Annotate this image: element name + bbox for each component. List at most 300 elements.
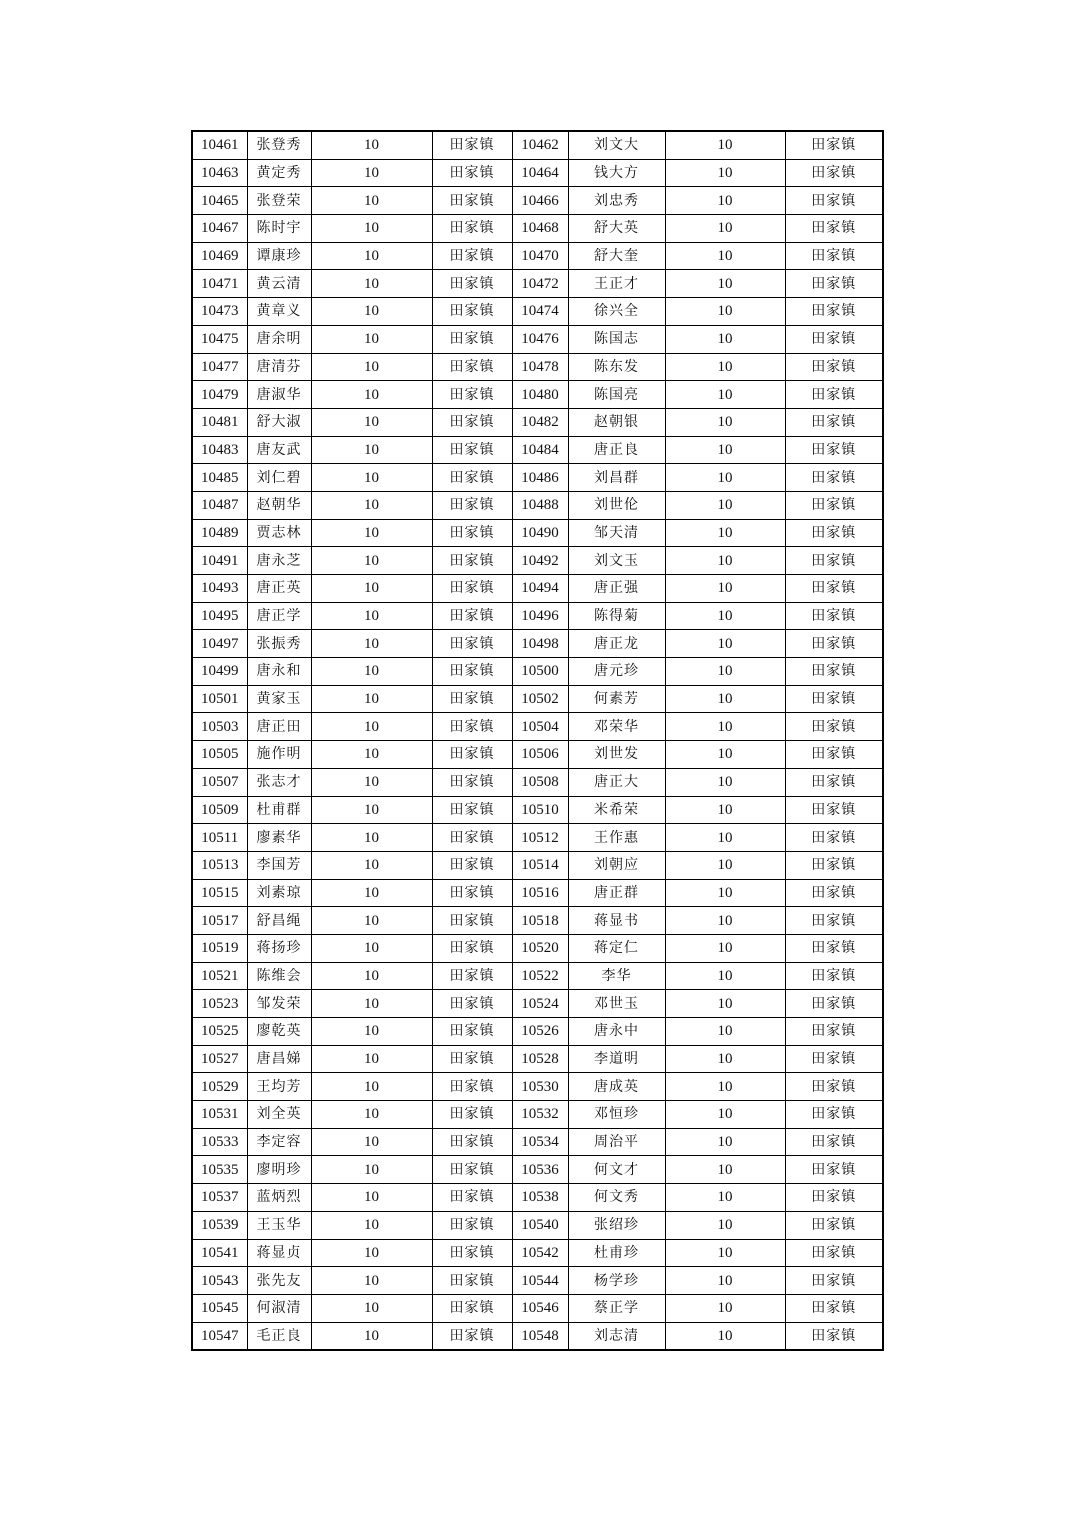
record-id-cell: 10528 <box>512 1045 568 1073</box>
value-cell: 10 <box>311 1156 432 1184</box>
town-cell: 田家镇 <box>432 602 512 630</box>
value-cell: 10 <box>311 1101 432 1129</box>
record-id-cell: 10487 <box>192 491 247 519</box>
value-cell: 10 <box>311 381 432 409</box>
town-cell: 田家镇 <box>432 713 512 741</box>
value-cell: 10 <box>665 658 785 686</box>
person-name-cell: 蒋扬珍 <box>247 934 311 962</box>
record-id-cell: 10485 <box>192 464 247 492</box>
record-id-cell: 10536 <box>512 1156 568 1184</box>
town-cell: 田家镇 <box>785 491 883 519</box>
value-cell: 10 <box>665 741 785 769</box>
record-id-cell: 10524 <box>512 990 568 1018</box>
record-id-cell: 10542 <box>512 1239 568 1267</box>
town-cell: 田家镇 <box>432 381 512 409</box>
person-name-cell: 唐余明 <box>247 325 311 353</box>
person-name-cell: 唐永中 <box>568 1018 665 1046</box>
record-id-cell: 10465 <box>192 187 247 215</box>
record-id-cell: 10464 <box>512 159 568 187</box>
roster-body <box>192 131 883 1350</box>
town-cell: 田家镇 <box>785 1267 883 1295</box>
person-name-cell: 邓世玉 <box>568 990 665 1018</box>
town-cell: 田家镇 <box>785 1073 883 1101</box>
record-id-cell: 10527 <box>192 1045 247 1073</box>
value-cell: 10 <box>665 270 785 298</box>
person-name-cell: 王均芳 <box>247 1073 311 1101</box>
record-id-cell: 10467 <box>192 215 247 243</box>
value-cell: 10 <box>311 131 432 159</box>
town-cell: 田家镇 <box>432 658 512 686</box>
town-cell: 田家镇 <box>785 325 883 353</box>
town-cell: 田家镇 <box>785 796 883 824</box>
table-row <box>192 1045 883 1073</box>
table-row <box>192 741 883 769</box>
value-cell: 10 <box>311 851 432 879</box>
town-cell: 田家镇 <box>785 1101 883 1129</box>
value-cell: 10 <box>665 547 785 575</box>
record-id-cell: 10466 <box>512 187 568 215</box>
table-row <box>192 1184 883 1212</box>
person-name-cell: 李华 <box>568 962 665 990</box>
record-id-cell: 10501 <box>192 685 247 713</box>
person-name-cell: 黄云清 <box>247 270 311 298</box>
value-cell: 10 <box>311 353 432 381</box>
person-name-cell: 刘世伦 <box>568 491 665 519</box>
person-name-cell: 黄章义 <box>247 298 311 326</box>
record-id-cell: 10491 <box>192 547 247 575</box>
value-cell: 10 <box>311 824 432 852</box>
person-name-cell: 邓恒珍 <box>568 1101 665 1129</box>
town-cell: 田家镇 <box>432 353 512 381</box>
person-name-cell: 张振秀 <box>247 630 311 658</box>
town-cell: 田家镇 <box>432 1018 512 1046</box>
person-name-cell: 陈国亮 <box>568 381 665 409</box>
record-id-cell: 10506 <box>512 741 568 769</box>
value-cell: 10 <box>665 824 785 852</box>
record-id-cell: 10503 <box>192 713 247 741</box>
person-name-cell: 张志才 <box>247 768 311 796</box>
town-cell: 田家镇 <box>785 408 883 436</box>
table-row <box>192 270 883 298</box>
person-name-cell: 蒋显贞 <box>247 1239 311 1267</box>
town-cell: 田家镇 <box>785 131 883 159</box>
town-cell: 田家镇 <box>785 1018 883 1046</box>
person-name-cell: 唐正大 <box>568 768 665 796</box>
person-name-cell: 刘文玉 <box>568 547 665 575</box>
record-id-cell: 10546 <box>512 1294 568 1322</box>
town-cell: 田家镇 <box>432 1267 512 1295</box>
record-id-cell: 10497 <box>192 630 247 658</box>
value-cell: 10 <box>665 1073 785 1101</box>
value-cell: 10 <box>311 962 432 990</box>
value-cell: 10 <box>665 1128 785 1156</box>
person-name-cell: 刘文大 <box>568 131 665 159</box>
person-name-cell: 刘全英 <box>247 1101 311 1129</box>
record-id-cell: 10518 <box>512 907 568 935</box>
town-cell: 田家镇 <box>432 131 512 159</box>
record-id-cell: 10496 <box>512 602 568 630</box>
person-name-cell: 陈得菊 <box>568 602 665 630</box>
town-cell: 田家镇 <box>785 907 883 935</box>
record-id-cell: 10526 <box>512 1018 568 1046</box>
town-cell: 田家镇 <box>785 851 883 879</box>
person-name-cell: 舒昌绳 <box>247 907 311 935</box>
town-cell: 田家镇 <box>432 270 512 298</box>
value-cell: 10 <box>665 1322 785 1350</box>
town-cell: 田家镇 <box>785 187 883 215</box>
town-cell: 田家镇 <box>785 713 883 741</box>
table-row <box>192 325 883 353</box>
town-cell: 田家镇 <box>785 630 883 658</box>
town-cell: 田家镇 <box>432 187 512 215</box>
value-cell: 10 <box>311 796 432 824</box>
value-cell: 10 <box>665 408 785 436</box>
table-row <box>192 1018 883 1046</box>
record-id-cell: 10539 <box>192 1211 247 1239</box>
value-cell: 10 <box>311 713 432 741</box>
value-cell: 10 <box>311 1045 432 1073</box>
town-cell: 田家镇 <box>785 575 883 603</box>
record-id-cell: 10484 <box>512 436 568 464</box>
town-cell: 田家镇 <box>785 1294 883 1322</box>
value-cell: 10 <box>311 907 432 935</box>
record-id-cell: 10535 <box>192 1156 247 1184</box>
record-id-cell: 10492 <box>512 547 568 575</box>
value-cell: 10 <box>665 768 785 796</box>
record-id-cell: 10486 <box>512 464 568 492</box>
record-id-cell: 10502 <box>512 685 568 713</box>
person-name-cell: 舒大英 <box>568 215 665 243</box>
record-id-cell: 10532 <box>512 1101 568 1129</box>
value-cell: 10 <box>311 159 432 187</box>
value-cell: 10 <box>665 353 785 381</box>
record-id-cell: 10462 <box>512 131 568 159</box>
record-id-cell: 10534 <box>512 1128 568 1156</box>
value-cell: 10 <box>665 630 785 658</box>
record-id-cell: 10475 <box>192 325 247 353</box>
record-id-cell: 10533 <box>192 1128 247 1156</box>
town-cell: 田家镇 <box>432 242 512 270</box>
record-id-cell: 10469 <box>192 242 247 270</box>
table-row <box>192 519 883 547</box>
record-id-cell: 10505 <box>192 741 247 769</box>
value-cell: 10 <box>665 325 785 353</box>
table-row <box>192 491 883 519</box>
person-name-cell: 唐友武 <box>247 436 311 464</box>
value-cell: 10 <box>665 713 785 741</box>
person-name-cell: 何文秀 <box>568 1184 665 1212</box>
town-cell: 田家镇 <box>432 1184 512 1212</box>
person-name-cell: 张登秀 <box>247 131 311 159</box>
town-cell: 田家镇 <box>432 1045 512 1073</box>
value-cell: 10 <box>665 602 785 630</box>
person-name-cell: 张绍珍 <box>568 1211 665 1239</box>
value-cell: 10 <box>665 962 785 990</box>
value-cell: 10 <box>311 658 432 686</box>
town-cell: 田家镇 <box>432 215 512 243</box>
town-cell: 田家镇 <box>785 768 883 796</box>
value-cell: 10 <box>665 436 785 464</box>
town-cell: 田家镇 <box>432 325 512 353</box>
record-id-cell: 10499 <box>192 658 247 686</box>
record-id-cell: 10540 <box>512 1211 568 1239</box>
value-cell: 10 <box>665 934 785 962</box>
record-id-cell: 10538 <box>512 1184 568 1212</box>
value-cell: 10 <box>665 464 785 492</box>
person-name-cell: 黄家玉 <box>247 685 311 713</box>
value-cell: 10 <box>665 187 785 215</box>
value-cell: 10 <box>311 934 432 962</box>
town-cell: 田家镇 <box>785 436 883 464</box>
value-cell: 10 <box>311 491 432 519</box>
value-cell: 10 <box>311 1267 432 1295</box>
town-cell: 田家镇 <box>785 990 883 1018</box>
value-cell: 10 <box>665 1018 785 1046</box>
table-row <box>192 824 883 852</box>
person-name-cell: 廖乾英 <box>247 1018 311 1046</box>
table-row <box>192 575 883 603</box>
value-cell: 10 <box>665 491 785 519</box>
record-id-cell: 10490 <box>512 519 568 547</box>
record-id-cell: 10481 <box>192 408 247 436</box>
town-cell: 田家镇 <box>785 1239 883 1267</box>
person-name-cell: 唐正田 <box>247 713 311 741</box>
value-cell: 10 <box>665 990 785 1018</box>
person-name-cell: 黄定秀 <box>247 159 311 187</box>
record-id-cell: 10510 <box>512 796 568 824</box>
person-name-cell: 毛正良 <box>247 1322 311 1350</box>
town-cell: 田家镇 <box>432 907 512 935</box>
record-id-cell: 10494 <box>512 575 568 603</box>
town-cell: 田家镇 <box>785 159 883 187</box>
person-name-cell: 唐正学 <box>247 602 311 630</box>
record-id-cell: 10548 <box>512 1322 568 1350</box>
person-name-cell: 贾志林 <box>247 519 311 547</box>
table-row <box>192 990 883 1018</box>
person-name-cell: 王作惠 <box>568 824 665 852</box>
town-cell: 田家镇 <box>432 1156 512 1184</box>
town-cell: 田家镇 <box>432 1322 512 1350</box>
value-cell: 10 <box>311 1184 432 1212</box>
person-name-cell: 杜甫群 <box>247 796 311 824</box>
table-row <box>192 159 883 187</box>
town-cell: 田家镇 <box>432 491 512 519</box>
town-cell: 田家镇 <box>432 1128 512 1156</box>
person-name-cell: 陈东发 <box>568 353 665 381</box>
value-cell: 10 <box>311 768 432 796</box>
record-id-cell: 10519 <box>192 934 247 962</box>
table-row <box>192 1073 883 1101</box>
person-name-cell: 施作明 <box>247 741 311 769</box>
person-name-cell: 李定容 <box>247 1128 311 1156</box>
person-name-cell: 邓荣华 <box>568 713 665 741</box>
person-name-cell: 邹天清 <box>568 519 665 547</box>
town-cell: 田家镇 <box>432 1239 512 1267</box>
person-name-cell: 蒋显书 <box>568 907 665 935</box>
person-name-cell: 唐清芬 <box>247 353 311 381</box>
record-id-cell: 10478 <box>512 353 568 381</box>
town-cell: 田家镇 <box>432 408 512 436</box>
record-id-cell: 10507 <box>192 768 247 796</box>
value-cell: 10 <box>665 575 785 603</box>
table-row <box>192 630 883 658</box>
town-cell: 田家镇 <box>785 381 883 409</box>
town-cell: 田家镇 <box>785 1322 883 1350</box>
table-row <box>192 879 883 907</box>
value-cell: 10 <box>311 685 432 713</box>
table-row <box>192 685 883 713</box>
person-name-cell: 周治平 <box>568 1128 665 1156</box>
town-cell: 田家镇 <box>432 1211 512 1239</box>
value-cell: 10 <box>311 990 432 1018</box>
person-name-cell: 李道明 <box>568 1045 665 1073</box>
table-row <box>192 796 883 824</box>
table-row <box>192 1239 883 1267</box>
person-name-cell: 邹发荣 <box>247 990 311 1018</box>
town-cell: 田家镇 <box>432 685 512 713</box>
person-name-cell: 唐正群 <box>568 879 665 907</box>
record-id-cell: 10480 <box>512 381 568 409</box>
roster-table <box>191 130 884 1351</box>
town-cell: 田家镇 <box>432 851 512 879</box>
person-name-cell: 刘昌群 <box>568 464 665 492</box>
value-cell: 10 <box>311 519 432 547</box>
record-id-cell: 10515 <box>192 879 247 907</box>
town-cell: 田家镇 <box>785 962 883 990</box>
person-name-cell: 刘素琼 <box>247 879 311 907</box>
value-cell: 10 <box>311 547 432 575</box>
person-name-cell: 唐昌娣 <box>247 1045 311 1073</box>
town-cell: 田家镇 <box>432 575 512 603</box>
value-cell: 10 <box>311 1239 432 1267</box>
value-cell: 10 <box>665 907 785 935</box>
record-id-cell: 10523 <box>192 990 247 1018</box>
town-cell: 田家镇 <box>432 547 512 575</box>
value-cell: 10 <box>311 187 432 215</box>
table-row <box>192 1156 883 1184</box>
town-cell: 田家镇 <box>785 1211 883 1239</box>
value-cell: 10 <box>665 851 785 879</box>
value-cell: 10 <box>665 519 785 547</box>
value-cell: 10 <box>665 1101 785 1129</box>
record-id-cell: 10508 <box>512 768 568 796</box>
person-name-cell: 唐正强 <box>568 575 665 603</box>
value-cell: 10 <box>665 796 785 824</box>
record-id-cell: 10545 <box>192 1294 247 1322</box>
value-cell: 10 <box>665 1294 785 1322</box>
value-cell: 10 <box>665 1045 785 1073</box>
person-name-cell: 刘志清 <box>568 1322 665 1350</box>
record-id-cell: 10483 <box>192 436 247 464</box>
town-cell: 田家镇 <box>432 436 512 464</box>
record-id-cell: 10537 <box>192 1184 247 1212</box>
record-id-cell: 10476 <box>512 325 568 353</box>
person-name-cell: 刘朝应 <box>568 851 665 879</box>
town-cell: 田家镇 <box>785 519 883 547</box>
table-row <box>192 187 883 215</box>
table-row <box>192 1101 883 1129</box>
value-cell: 10 <box>311 215 432 243</box>
person-name-cell: 徐兴全 <box>568 298 665 326</box>
person-name-cell: 廖明珍 <box>247 1156 311 1184</box>
record-id-cell: 10461 <box>192 131 247 159</box>
record-id-cell: 10474 <box>512 298 568 326</box>
value-cell: 10 <box>311 602 432 630</box>
value-cell: 10 <box>665 1239 785 1267</box>
record-id-cell: 10517 <box>192 907 247 935</box>
record-id-cell: 10514 <box>512 851 568 879</box>
person-name-cell: 张先友 <box>247 1267 311 1295</box>
town-cell: 田家镇 <box>785 602 883 630</box>
record-id-cell: 10495 <box>192 602 247 630</box>
record-id-cell: 10493 <box>192 575 247 603</box>
person-name-cell: 米希荣 <box>568 796 665 824</box>
value-cell: 10 <box>665 1156 785 1184</box>
town-cell: 田家镇 <box>785 824 883 852</box>
table-row <box>192 713 883 741</box>
town-cell: 田家镇 <box>785 879 883 907</box>
value-cell: 10 <box>665 298 785 326</box>
record-id-cell: 10511 <box>192 824 247 852</box>
table-row <box>192 851 883 879</box>
value-cell: 10 <box>665 131 785 159</box>
person-name-cell: 廖素华 <box>247 824 311 852</box>
person-name-cell: 唐永芝 <box>247 547 311 575</box>
town-cell: 田家镇 <box>432 298 512 326</box>
record-id-cell: 10488 <box>512 491 568 519</box>
value-cell: 10 <box>311 408 432 436</box>
value-cell: 10 <box>665 381 785 409</box>
value-cell: 10 <box>311 436 432 464</box>
table-row <box>192 934 883 962</box>
record-id-cell: 10513 <box>192 851 247 879</box>
table-row <box>192 131 883 159</box>
person-name-cell: 唐元珍 <box>568 658 665 686</box>
record-id-cell: 10521 <box>192 962 247 990</box>
town-cell: 田家镇 <box>785 242 883 270</box>
town-cell: 田家镇 <box>785 547 883 575</box>
town-cell: 田家镇 <box>432 159 512 187</box>
table-row <box>192 547 883 575</box>
person-name-cell: 赵朝华 <box>247 491 311 519</box>
person-name-cell: 陈时宇 <box>247 215 311 243</box>
record-id-cell: 10463 <box>192 159 247 187</box>
value-cell: 10 <box>665 215 785 243</box>
record-id-cell: 10547 <box>192 1322 247 1350</box>
record-id-cell: 10525 <box>192 1018 247 1046</box>
record-id-cell: 10509 <box>192 796 247 824</box>
town-cell: 田家镇 <box>785 270 883 298</box>
record-id-cell: 10512 <box>512 824 568 852</box>
town-cell: 田家镇 <box>785 934 883 962</box>
town-cell: 田家镇 <box>432 741 512 769</box>
town-cell: 田家镇 <box>785 1128 883 1156</box>
table-row <box>192 1322 883 1350</box>
value-cell: 10 <box>311 1128 432 1156</box>
person-name-cell: 张登荣 <box>247 187 311 215</box>
value-cell: 10 <box>665 685 785 713</box>
town-cell: 田家镇 <box>785 464 883 492</box>
value-cell: 10 <box>311 1211 432 1239</box>
record-id-cell: 10472 <box>512 270 568 298</box>
table-row <box>192 962 883 990</box>
person-name-cell: 何素芳 <box>568 685 665 713</box>
person-name-cell: 唐正英 <box>247 575 311 603</box>
table-row <box>192 1294 883 1322</box>
record-id-cell: 10479 <box>192 381 247 409</box>
person-name-cell: 何淑清 <box>247 1294 311 1322</box>
person-name-cell: 舒大淑 <box>247 408 311 436</box>
